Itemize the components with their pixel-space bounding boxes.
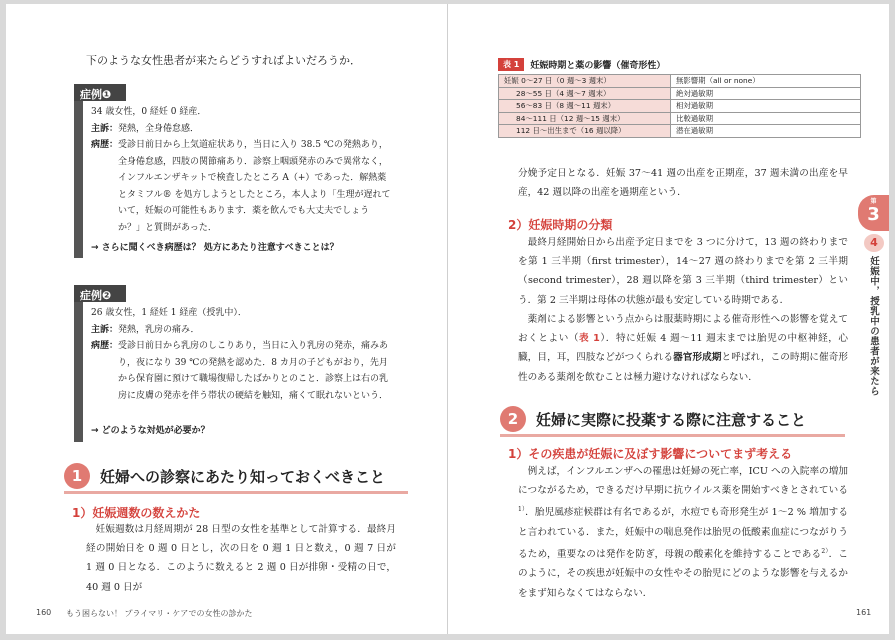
table1-effect-cell: 絶対過敏期 [671, 87, 861, 100]
table1-row [499, 125, 861, 138]
case1-history [91, 137, 391, 236]
para-delivery-terms: 分娩予定日となる．妊娠 37～41 週の出産を正期産，37 週未満の出産を早産，42 週以降の出産を過期産という． [518, 168, 848, 199]
case1-question: → さらに聞くべき病歴は？ 処方にあたり注意すべきことは？ [91, 243, 339, 253]
page-number-left: 160 [36, 608, 52, 617]
case2-history [91, 338, 391, 404]
subsection1-title: 1）妊娠週数の数えかた [72, 506, 201, 520]
part-tab [858, 195, 889, 231]
subsection3-title: 1）その疾患が妊娠に及ぼす影響についてまず考える [508, 447, 793, 461]
table1-row [499, 112, 861, 125]
case2-question: → どのような対処が必要か？ [91, 426, 210, 436]
table1-period-cell: 56～83 日（8 週～11 週末） [499, 100, 671, 113]
para-gestational-weeks: 妊娠週数は月経周期が 28 日型の女性を基準として計算する．最終月経の開始日を 0 週 0 日とし，次の日を 0 週 1 日と数え，0 週 7 日が 1 週 0 日となる．このように数えると 2 週 0 日が排卵・受精の日で，40 週 0 日が [86, 524, 396, 593]
table1-caption [498, 58, 665, 71]
para-organogenesis [518, 310, 848, 387]
section1-heading [64, 463, 385, 489]
case2-history-label: 病歴： [91, 341, 119, 351]
case2-history-text: 受診日前日から乳房のしこりあり，当日に入り乳房の発赤，痛みあり，夜になり 39 ℃の発熱を認めた．8 カ月の子どもがおり，先月から保育園に預けて職場復帰したばかりとのこと．診察上は右の乳房に皮膚の発赤を伴う帯状の硬結を触知，痛くて眠れないという． [118, 341, 389, 401]
case2-complaint-text: 発熱，乳房の痛み． [118, 324, 200, 335]
case1-complaint-text: 発熱，全身倦怠感． [118, 123, 200, 134]
table1-period-cell: 妊娠 0～27 日（0 週～3 週末） [499, 75, 671, 88]
case1-tag: 症例❶ [74, 84, 126, 101]
organogenesis-term: 器官形成期 [673, 352, 722, 364]
case2-patient: 26 歳女性，1 経妊 1 経産（授乳中）． [91, 308, 247, 318]
table1-title: 妊娠時期と薬の影響（催奇形性） [530, 61, 666, 71]
case1-bar [74, 101, 83, 258]
citation-2[interactable]: 2） [821, 548, 829, 555]
table1-effect-cell: 相対過敏期 [671, 100, 861, 113]
case2-bar [74, 302, 83, 442]
table1-row [499, 100, 861, 113]
gutter [447, 4, 448, 634]
table1-row [499, 87, 861, 100]
section2-number: 2 [500, 406, 526, 432]
section2-heading [500, 406, 806, 432]
case1-history-label: 病歴： [91, 140, 119, 150]
para4-a: 例えば，インフルエンザへの罹患は妊婦の死亡率，ICU への入院率の増加につながるため，できるだけ早期に抗ウイルス薬を開始すべきとされている [518, 466, 848, 497]
para-trimester: 最終月経開始日から出産予定日までを 3 つに分けて，13 週の終わりまでを第 1 三半期（first trimester），14～27 週の終わりまでを第 2 三半期（second trimester），28 週以降を第 3 三半期（third trimester）という．第 2 三半期は母体の状態が最も安定している時期である． [518, 237, 848, 306]
section1-number: 1 [64, 463, 90, 489]
table1-effect-cell: 潜在過敏期 [671, 125, 861, 138]
case1-complaint [91, 121, 391, 138]
part-tab-number: 3 [867, 204, 880, 225]
case2-complaint [91, 322, 391, 339]
para3-c: と呼ばれ，この時期に催奇形性のある薬剤を飲むことは極力避けなければならない． [518, 352, 849, 383]
case2-complaint-label: 主訴： [91, 324, 119, 335]
table1-reference[interactable]: 表 1 [579, 333, 600, 345]
table1-period-cell: 84～111 日（12 週～15 週末） [499, 112, 671, 125]
book-spread [6, 4, 889, 634]
case2-body [91, 305, 391, 404]
table1-period-cell: 112 日～出生まで（16 週以降） [499, 125, 671, 138]
case2-tag: 症例❷ [74, 285, 126, 302]
para4-c: ．このように，その疾患が妊娠中の女性やその胎児にどのような影響を与えるかをまず知らなくてはならない． [518, 549, 848, 599]
table1-effect-cell: 比較過敏期 [671, 112, 861, 125]
chapter-tab-number: 4 [864, 234, 884, 252]
intro-text: 下のような女性患者が来たらどうすればよいだろうか． [86, 54, 361, 67]
page-number-right: 161 [856, 608, 872, 617]
case1-patient: 34 歳女性，0 経妊 0 経産． [91, 107, 207, 117]
section2-rule [500, 434, 845, 437]
para-disease-effects [518, 462, 848, 603]
para4-b: ．胎児風疹症候群は有名であるが，水痘でも奇形発生が 1～2 % 増加すると言われている．また，妊娠中の喘息発作は胎児の低酸素血症につながりうるため，重要なのは発作を防ぎ，母親の酸素化を維持することである [518, 507, 848, 561]
case1-history-text: 受診日前日から上気道症状あり，当日に入り 38.5 ℃の発熱あり，全身倦怠感，四肢の関節痛あり．診察上咽頭発赤のみで異常なく，インフルエンザキットで検査したところ A（+）であった．解熱薬とタミフル® を処方しようとしたところ，本人より「生理が遅れていて，妊娠の可能性もあります．薬を飲んでも大丈夫でしょうか？」と質問があった． [118, 140, 391, 233]
table1-period-cell: 28～55 日（4 週～7 週末） [499, 87, 671, 100]
running-title: もう困らない！ プライマリ・ケアでの女性の診かた [66, 609, 253, 618]
table1-badge: 表 1 [498, 58, 524, 71]
section2-title: 妊婦に実際に投薬する際に注意すること [536, 410, 807, 429]
case1-body [91, 104, 391, 236]
chapter-tab-title: 妊娠中，授乳中の患者が来たら [868, 256, 879, 396]
para3-a: 薬剤による影響という点からは服薬時期による催奇形性への影響を覚えておくとよい（ [518, 314, 848, 345]
section1-title: 妊婦への診察にあたり知っておくべきこと [100, 467, 386, 486]
section1-rule [64, 491, 408, 494]
case1-complaint-label: 主訴： [91, 123, 119, 134]
table1 [498, 74, 861, 138]
subsection2-title: 2）妊娠時期の分類 [508, 218, 613, 232]
table1-effect-cell: 無影響期（all or none） [671, 75, 861, 88]
part-tab-prefix: 第 [870, 198, 877, 205]
citation-1[interactable]: 1） [518, 506, 526, 514]
table1-row [499, 75, 861, 88]
para3-b: ）．特に妊娠 4 週～11 週末までは胎児の中枢神経，心臓，目，耳，四肢などがつくられる [518, 333, 849, 364]
